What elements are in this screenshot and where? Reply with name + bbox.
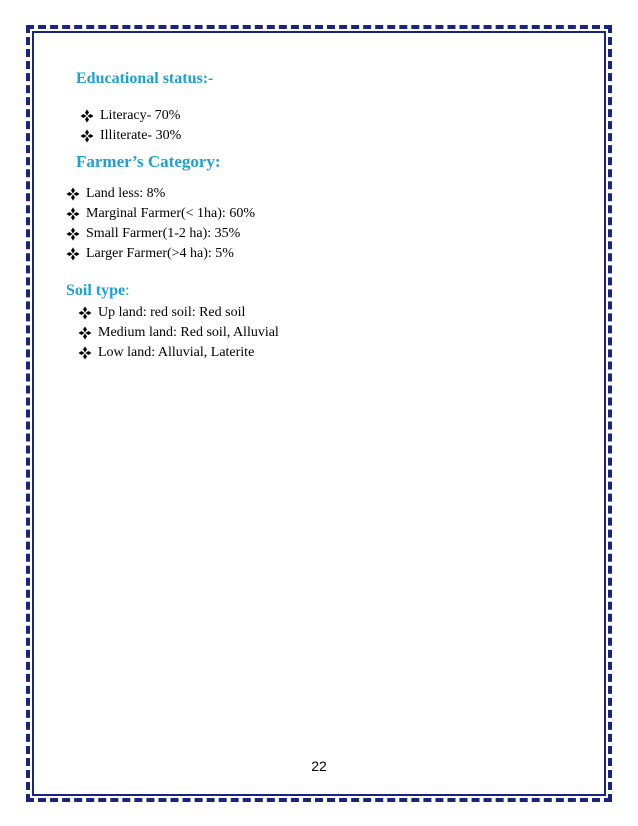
four-diamond-bullet-icon [80,129,94,143]
farmer-category-heading: Farmer’s Category: [76,152,221,171]
list-item-text: Illiterate- 30% [100,128,182,143]
list-item-text: Medium land: Red soil, Alluvial [98,325,279,340]
four-diamond-bullet-icon [80,109,94,123]
list-item-text: Land less: 8% [86,186,166,201]
four-diamond-bullet-icon [78,326,92,340]
educational-status-list [80,106,181,146]
list-item [66,184,255,204]
soil-type-heading [66,282,130,300]
soil-type-heading-suffix: : [125,282,130,299]
four-diamond-bullet-icon [78,306,92,320]
soil-type-list [78,303,279,363]
four-diamond-bullet-icon [66,187,80,201]
farmer-category-list [66,184,255,264]
list-item-text: Larger Farmer(>4 ha): 5% [86,246,234,261]
educational-status-heading: Educational status:- [76,70,214,87]
list-item-text: Literacy- 70% [100,108,181,123]
list-item-text: Up land: red soil: Red soil [98,305,246,320]
soil-type-heading-text: Soil type [66,282,126,299]
list-item [80,106,181,126]
four-diamond-bullet-icon [66,247,80,261]
list-item [78,303,279,323]
four-diamond-bullet-icon [66,227,80,241]
list-item [78,343,279,363]
list-item [66,244,255,264]
list-item [66,204,255,224]
list-item-text: Small Farmer(1-2 ha): 35% [86,226,241,241]
list-item-text: Marginal Farmer(< 1ha): 60% [86,206,255,221]
list-item [66,224,255,244]
list-item-text: Low land: Alluvial, Laterite [98,345,255,360]
list-item [80,126,181,146]
four-diamond-bullet-icon [66,207,80,221]
four-diamond-bullet-icon [78,346,92,360]
list-item [78,323,279,343]
page-number: 22 [311,758,327,774]
